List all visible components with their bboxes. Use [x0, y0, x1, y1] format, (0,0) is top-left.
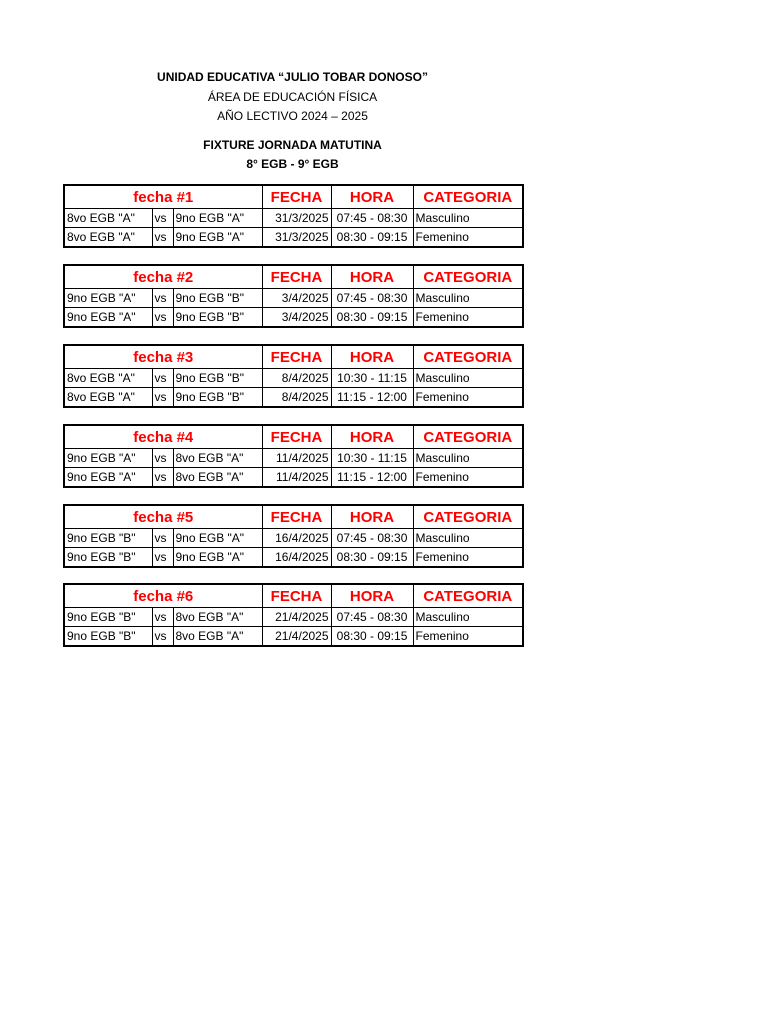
school-name: UNIDAD EDUCATIVA “JULIO TOBAR DONOSO” [157, 70, 428, 84]
match-row [64, 228, 523, 248]
fixture-table [63, 504, 524, 568]
vs-label: vs [152, 369, 173, 388]
fixture-header-row [64, 265, 523, 289]
column-header-fecha: FECHA [262, 185, 331, 209]
column-header-hora: HORA [331, 505, 413, 529]
match-category: Femenino [413, 468, 523, 488]
fixture-header-row [64, 185, 523, 209]
team-home: 8vo EGB "A" [64, 228, 152, 248]
team-home: 9no EGB "A" [64, 289, 152, 308]
fixture-title-cell: fecha #1 [64, 185, 262, 209]
match-row [64, 388, 523, 408]
match-category: Femenino [413, 548, 523, 568]
match-date: 31/3/2025 [262, 228, 331, 248]
match-row [64, 369, 523, 388]
match-time: 07:45 - 08:30 [331, 608, 413, 627]
team-away: 8vo EGB "A" [173, 449, 262, 468]
vs-label: vs [152, 468, 173, 488]
vs-label: vs [152, 209, 173, 228]
team-away: 9no EGB "B" [173, 308, 262, 328]
fixture-title-cell: fecha #5 [64, 505, 262, 529]
match-time: 10:30 - 11:15 [331, 449, 413, 468]
team-home: 9no EGB "B" [64, 608, 152, 627]
fixture-header-row [64, 425, 523, 449]
match-category: Femenino [413, 228, 523, 248]
match-date: 21/4/2025 [262, 627, 331, 647]
fixture-header-row [64, 345, 523, 369]
match-time: 08:30 - 09:15 [331, 308, 413, 328]
match-row [64, 209, 523, 228]
fixture-table [63, 264, 524, 328]
team-away: 8vo EGB "A" [173, 468, 262, 488]
match-category: Masculino [413, 608, 523, 627]
column-header-fecha: FECHA [262, 584, 331, 608]
match-date: 31/3/2025 [262, 209, 331, 228]
match-category: Masculino [413, 289, 523, 308]
team-away: 9no EGB "A" [173, 548, 262, 568]
match-date: 3/4/2025 [262, 308, 331, 328]
column-header-fecha: FECHA [262, 425, 331, 449]
vs-label: vs [152, 548, 173, 568]
match-row [64, 529, 523, 548]
fixture-table [63, 424, 524, 488]
grades-subtitle: 8° EGB - 9° EGB [246, 157, 339, 171]
team-home: 8vo EGB "A" [64, 209, 152, 228]
column-header-hora: HORA [331, 584, 413, 608]
match-time: 08:30 - 09:15 [331, 627, 413, 647]
match-row [64, 308, 523, 328]
column-header-categoria: CATEGORIA [413, 425, 523, 449]
column-header-categoria: CATEGORIA [413, 584, 523, 608]
team-away: 9no EGB "B" [173, 289, 262, 308]
match-row [64, 468, 523, 488]
column-header-hora: HORA [331, 185, 413, 209]
team-away: 9no EGB "A" [173, 228, 262, 248]
team-home: 9no EGB "B" [64, 529, 152, 548]
match-time: 11:15 - 12:00 [331, 468, 413, 488]
fixture-header-row [64, 584, 523, 608]
team-away: 8vo EGB "A" [173, 608, 262, 627]
vs-label: vs [152, 289, 173, 308]
vs-label: vs [152, 529, 173, 548]
match-date: 21/4/2025 [262, 608, 331, 627]
column-header-categoria: CATEGORIA [413, 185, 523, 209]
match-time: 10:30 - 11:15 [331, 369, 413, 388]
match-row [64, 627, 523, 647]
match-category: Masculino [413, 529, 523, 548]
match-category: Masculino [413, 369, 523, 388]
match-date: 16/4/2025 [262, 529, 331, 548]
match-row [64, 548, 523, 568]
vs-label: vs [152, 449, 173, 468]
match-time: 11:15 - 12:00 [331, 388, 413, 408]
match-date: 11/4/2025 [262, 449, 331, 468]
team-home: 9no EGB "B" [64, 548, 152, 568]
team-away: 9no EGB "B" [173, 388, 262, 408]
column-header-hora: HORA [331, 265, 413, 289]
fixture-title-cell: fecha #6 [64, 584, 262, 608]
column-header-hora: HORA [331, 425, 413, 449]
match-date: 11/4/2025 [262, 468, 331, 488]
match-date: 8/4/2025 [262, 388, 331, 408]
match-row [64, 449, 523, 468]
fixture-title-cell: fecha #2 [64, 265, 262, 289]
area-name: ÁREA DE EDUCACIÓN FÍSICA [207, 90, 378, 104]
match-category: Femenino [413, 388, 523, 408]
column-header-hora: HORA [331, 345, 413, 369]
column-header-categoria: CATEGORIA [413, 345, 523, 369]
fixture-table [63, 583, 524, 647]
match-category: Masculino [413, 449, 523, 468]
match-time: 07:45 - 08:30 [331, 289, 413, 308]
column-header-categoria: CATEGORIA [413, 265, 523, 289]
team-home: 8vo EGB "A" [64, 388, 152, 408]
match-time: 07:45 - 08:30 [331, 529, 413, 548]
match-row [64, 289, 523, 308]
match-date: 16/4/2025 [262, 548, 331, 568]
vs-label: vs [152, 388, 173, 408]
fixture-table [63, 184, 524, 248]
team-away: 9no EGB "B" [173, 369, 262, 388]
vs-label: vs [152, 608, 173, 627]
vs-label: vs [152, 627, 173, 647]
team-away: 8vo EGB "A" [173, 627, 262, 647]
team-home: 9no EGB "B" [64, 627, 152, 647]
fixture-title: FIXTURE JORNADA MATUTINA [203, 138, 382, 152]
team-home: 9no EGB "A" [64, 468, 152, 488]
match-category: Femenino [413, 308, 523, 328]
fixture-title-cell: fecha #3 [64, 345, 262, 369]
school-year: AÑO LECTIVO 2024 – 2025 [217, 109, 368, 123]
column-header-fecha: FECHA [262, 505, 331, 529]
vs-label: vs [152, 308, 173, 328]
fixture-title-cell: fecha #4 [64, 425, 262, 449]
match-time: 08:30 - 09:15 [331, 548, 413, 568]
match-date: 3/4/2025 [262, 289, 331, 308]
team-away: 9no EGB "A" [173, 209, 262, 228]
team-away: 9no EGB "A" [173, 529, 262, 548]
fixture-table [63, 344, 524, 408]
match-date: 8/4/2025 [262, 369, 331, 388]
match-row [64, 608, 523, 627]
match-category: Masculino [413, 209, 523, 228]
team-home: 9no EGB "A" [64, 308, 152, 328]
match-category: Femenino [413, 627, 523, 647]
column-header-fecha: FECHA [262, 265, 331, 289]
team-home: 8vo EGB "A" [64, 369, 152, 388]
match-time: 08:30 - 09:15 [331, 228, 413, 248]
team-home: 9no EGB "A" [64, 449, 152, 468]
match-time: 07:45 - 08:30 [331, 209, 413, 228]
column-header-fecha: FECHA [262, 345, 331, 369]
column-header-categoria: CATEGORIA [413, 505, 523, 529]
fixture-header-row [64, 505, 523, 529]
vs-label: vs [152, 228, 173, 248]
